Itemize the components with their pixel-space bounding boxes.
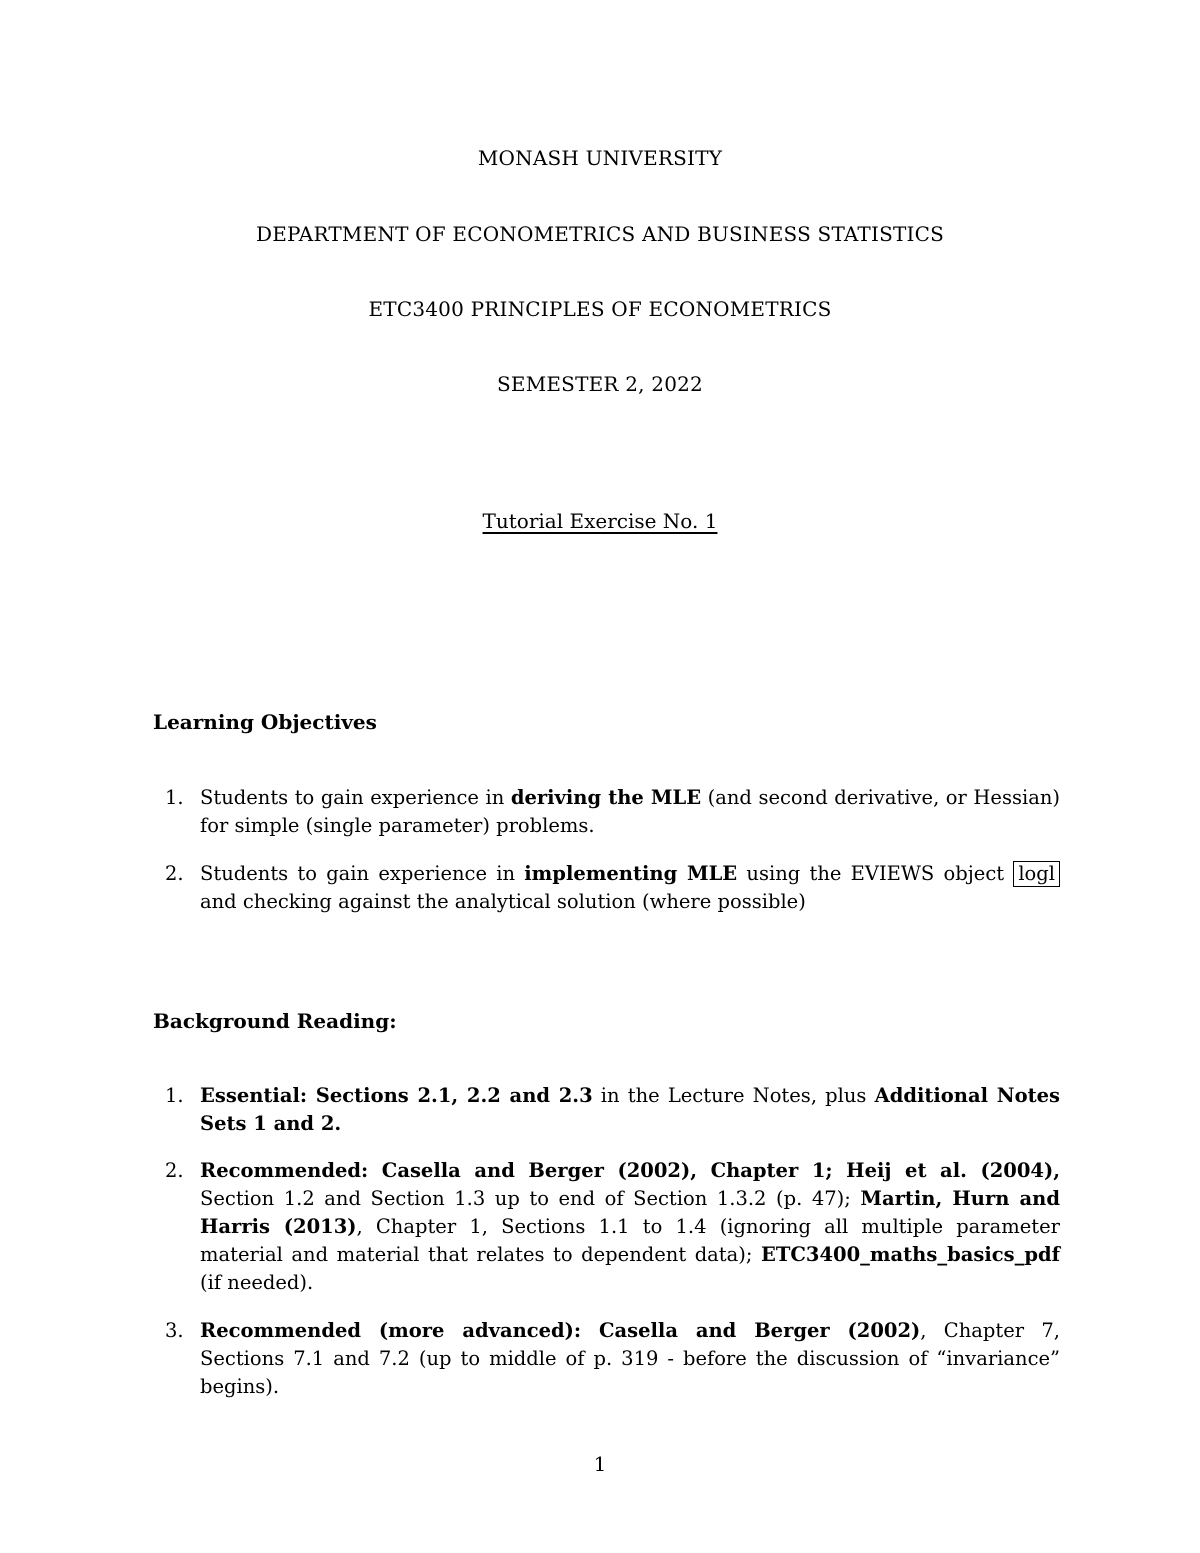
reading-item-3	[165, 1317, 1060, 1401]
tutorial-title	[0, 509, 1200, 533]
page-number: 1	[593, 1452, 607, 1476]
list-number: 2.	[165, 862, 184, 885]
reading-item-1	[165, 1082, 1060, 1138]
semester-label: SEMESTER 2, 2022	[497, 372, 703, 396]
objective-item-1	[165, 784, 1060, 840]
course-title: ETC3400 PRINCIPLES OF ECONOMETRICS	[368, 297, 832, 321]
list-number: 3.	[165, 1319, 184, 1342]
objective-text: Students to gain experience in implementing MLE using the EVIEWS object logl and checking against the analytical solution (where possible)	[200, 860, 1060, 916]
tutorial-title-text: Tutorial Exercise No. 1	[482, 509, 718, 533]
reading-item-2	[165, 1157, 1060, 1297]
list-number: 2.	[165, 1159, 184, 1182]
reading-text: Recommended: Casella and Berger (2002), Chapter 1; Heij et al. (2004), Section 1.2 and Section 1.3 up to end of Section 1.3.2 (p. 47); Martin, Hurn and Harris (2013), Chapter 1, Sections 1.1 to 1.4 (ignoring all multiple parameter material and material that relates to dependent data); ETC3400_maths_basics_pdf (if needed).	[200, 1159, 1060, 1294]
reading-text: Recommended (more advanced): Casella and Berger (2002), Chapter 7, Sections 7.1 and 7.2 (up to middle of p. 319 - before the discussion of “invariance” begins).	[200, 1319, 1060, 1398]
learning-objectives-heading: Learning Objectives	[153, 710, 377, 734]
objective-item-2	[165, 860, 1060, 916]
logl-object-box: logl	[1013, 861, 1060, 887]
background-reading-heading: Background Reading:	[153, 1009, 397, 1033]
objective-text: Students to gain experience in deriving the MLE (and second derivative, or Hessian) for simple (single parameter) problems.	[200, 786, 1060, 837]
department-name: DEPARTMENT OF ECONOMETRICS AND BUSINESS STATISTICS	[255, 222, 945, 246]
university-name: MONASH UNIVERSITY	[477, 146, 723, 170]
list-number: 1.	[165, 1084, 184, 1107]
reading-text: Essential: Sections 2.1, 2.2 and 2.3 in the Lecture Notes, plus Additional Notes Sets 1 and 2.	[200, 1084, 1060, 1135]
list-number: 1.	[165, 786, 184, 809]
